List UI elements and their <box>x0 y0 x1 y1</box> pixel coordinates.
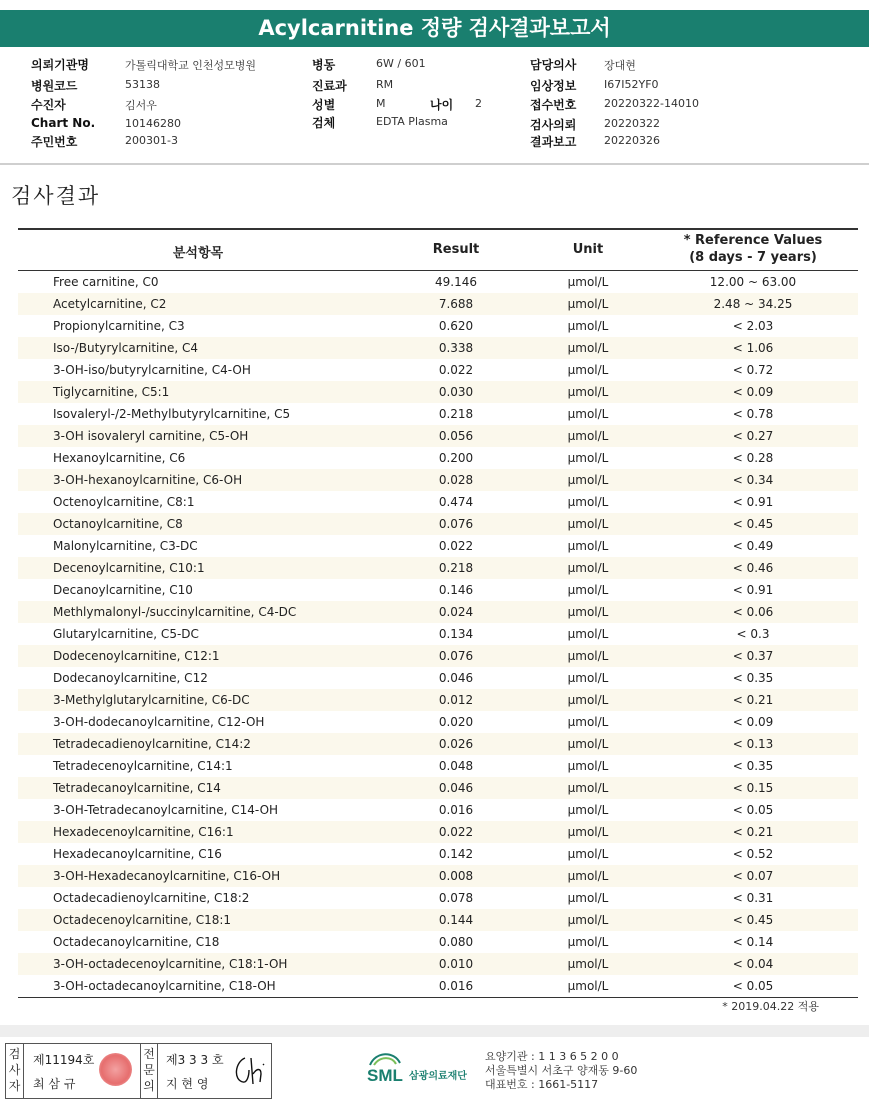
unit-value: µmol/L <box>567 781 609 795</box>
table-row <box>18 909 858 931</box>
result-value: 7.688 <box>438 297 474 311</box>
receipt-value: 20220322-14010 <box>604 97 699 110</box>
unit-value: µmol/L <box>567 363 609 377</box>
unit-value: µmol/L <box>567 935 609 949</box>
result-value: 0.026 <box>438 737 474 751</box>
chart-label: Chart No. <box>31 116 96 130</box>
results-table <box>18 228 858 998</box>
resid-label: 주민번호 <box>31 135 78 149</box>
result-value: 0.022 <box>438 825 474 839</box>
result-value: 0.218 <box>438 561 474 575</box>
analyte-name: Tetradecadienoylcarnitine, C14:2 <box>53 737 251 751</box>
analyte-name: 3-OH-iso/butyrylcarnitine, C4-OH <box>53 363 251 377</box>
table-row <box>18 733 858 755</box>
reference-value: < 0.27 <box>732 429 774 443</box>
org-line2: 서울특별시 서초구 양재동 9-60 <box>485 1064 638 1077</box>
analyte-name: Octadecanoylcarnitine, C18 <box>53 935 220 949</box>
reference-value: < 0.06 <box>732 605 774 619</box>
reference-value: < 0.04 <box>732 957 774 971</box>
chart-value: 10146280 <box>125 117 181 130</box>
header-name: 분석항목 <box>172 246 224 261</box>
tester-vertical-label: 검 사 자 <box>6 1044 24 1098</box>
result-value: 0.146 <box>438 583 474 597</box>
dept-label: 진료과 <box>312 79 347 93</box>
analyte-name: 3-Methylglutarylcarnitine, C6-DC <box>53 693 250 707</box>
table-row <box>18 315 858 337</box>
reference-value: < 0.28 <box>732 451 774 465</box>
reference-value: 12.00 ~ 63.00 <box>709 275 797 289</box>
analyte-name: 3-OH-Tetradecanoylcarnitine, C14-OH <box>53 803 279 817</box>
analyte-name: Iso-/Butyrylcarnitine, C4 <box>53 341 199 355</box>
clinical-value: I67I52YF0 <box>604 78 659 91</box>
unit-value: µmol/L <box>567 979 609 993</box>
analyte-name: Octenoylcarnitine, C8:1 <box>53 495 195 509</box>
unit-value: µmol/L <box>567 341 609 355</box>
age-label: 나이 <box>430 98 454 112</box>
sex-label: 성별 <box>312 98 336 112</box>
unit-value: µmol/L <box>567 407 609 421</box>
table-row <box>18 403 858 425</box>
table-row <box>18 865 858 887</box>
result-value: 0.142 <box>438 847 474 861</box>
unit-value: µmol/L <box>567 319 609 333</box>
sml-logo <box>366 1049 486 1089</box>
table-row <box>18 953 858 975</box>
reference-value: < 1.06 <box>732 341 774 355</box>
analyte-name: Isovaleryl-/2-Methylbutyrylcarnitine, C5 <box>53 407 291 421</box>
table-row <box>18 469 858 491</box>
table-row <box>18 601 858 623</box>
unit-value: µmol/L <box>567 561 609 575</box>
dept-value: RM <box>376 78 394 91</box>
unit-value: µmol/L <box>567 495 609 509</box>
analyte-name: 3-OH-dodecanoylcarnitine, C12-OH <box>53 715 265 729</box>
unit-value: µmol/L <box>567 847 609 861</box>
reference-value: < 0.91 <box>732 583 774 597</box>
result-value: 0.078 <box>438 891 474 905</box>
patient-value: 김서우 <box>125 99 157 112</box>
ward-label: 병동 <box>312 58 336 72</box>
report-title: Acylcarnitine 정량 검사결과보고서 <box>0 10 869 47</box>
table-row <box>18 843 858 865</box>
unit-value: µmol/L <box>567 693 609 707</box>
unit-value: µmol/L <box>567 605 609 619</box>
analyte-name: Glutarylcarnitine, C5-DC <box>53 627 199 641</box>
analyte-name: 3-OH-octadecanoylcarnitine, C18-OH <box>53 979 276 993</box>
signature-icon <box>231 1054 267 1088</box>
unit-value: µmol/L <box>567 737 609 751</box>
org-address <box>485 1050 637 1092</box>
unit-value: µmol/L <box>567 913 609 927</box>
table-row <box>18 975 858 997</box>
patient-info-block <box>0 52 869 164</box>
reference-value: < 0.05 <box>732 979 774 993</box>
analyte-name: Malonylcarnitine, C3-DC <box>53 539 198 553</box>
analyte-name: Acetylcarnitine, C2 <box>53 297 167 311</box>
analyte-name: Propionylcarnitine, C3 <box>53 319 185 333</box>
reference-value: < 0.3 <box>736 627 770 641</box>
result-value: 0.218 <box>438 407 474 421</box>
result-value: 0.020 <box>438 715 474 729</box>
reference-value: < 0.35 <box>732 671 774 685</box>
unit-value: µmol/L <box>567 715 609 729</box>
analyte-name: Octadecenoylcarnitine, C18:1 <box>53 913 232 927</box>
specimen-label: 검체 <box>312 116 336 130</box>
analyte-name: 3-OH-octadecenoylcarnitine, C18:1-OH <box>53 957 288 971</box>
footer-band <box>0 1025 869 1037</box>
table-row <box>18 689 858 711</box>
header-result: Result <box>432 242 480 257</box>
unit-value: µmol/L <box>567 583 609 597</box>
analyte-name: 3-OH-hexanoylcarnitine, C6-OH <box>53 473 243 487</box>
analyte-name: 3-OH isovaleryl carnitine, C5-OH <box>53 429 249 443</box>
reference-value: < 0.34 <box>732 473 774 487</box>
analyte-name: Free carnitine, C0 <box>53 275 159 289</box>
result-value: 0.134 <box>438 627 474 641</box>
request-value: 20220322 <box>604 117 660 130</box>
result-value: 49.146 <box>435 275 477 289</box>
results-rows <box>18 271 858 997</box>
reference-value: < 0.91 <box>732 495 774 509</box>
age-value: 2 <box>475 97 482 110</box>
result-value: 0.016 <box>438 979 474 993</box>
org-line1: 요양기관 : 1 1 3 6 5 2 0 0 <box>485 1050 619 1063</box>
unit-value: µmol/L <box>567 649 609 663</box>
table-row <box>18 579 858 601</box>
logo-text: SML <box>367 1066 403 1085</box>
reference-value: < 0.52 <box>732 847 774 861</box>
code-value: 53138 <box>125 78 160 91</box>
receipt-label: 접수번호 <box>530 98 577 112</box>
analyte-name: Octanoylcarnitine, C8 <box>53 517 183 531</box>
report-date-value: 20220326 <box>604 134 660 147</box>
unit-value: µmol/L <box>567 473 609 487</box>
reference-value: < 0.45 <box>732 913 774 927</box>
result-value: 0.046 <box>438 781 474 795</box>
result-value: 0.474 <box>438 495 474 509</box>
analyte-name: Tetradecanoylcarnitine, C14 <box>53 781 221 795</box>
result-value: 0.080 <box>438 935 474 949</box>
result-value: 0.012 <box>438 693 474 707</box>
reference-value: < 2.03 <box>732 319 774 333</box>
reference-value: < 0.21 <box>732 825 774 839</box>
table-row <box>18 337 858 359</box>
org-name: 삼광의료재단 <box>409 1071 467 1082</box>
analyte-name: Hexadecanoylcarnitine, C16 <box>53 847 222 861</box>
result-value: 0.338 <box>438 341 474 355</box>
table-row <box>18 645 858 667</box>
unit-value: µmol/L <box>567 957 609 971</box>
specialist-name: 지 현 영 <box>166 1077 209 1091</box>
result-value: 0.028 <box>438 473 474 487</box>
unit-value: µmol/L <box>567 275 609 289</box>
result-value: 0.022 <box>438 539 474 553</box>
analyte-name: Hexanoylcarnitine, C6 <box>53 451 186 465</box>
table-row <box>18 821 858 843</box>
reference-value: < 0.13 <box>732 737 774 751</box>
org-line3: 대표번호 : 1661-5117 <box>485 1078 599 1091</box>
table-row <box>18 381 858 403</box>
table-row <box>18 557 858 579</box>
reference-value: < 0.72 <box>732 363 774 377</box>
analyte-name: Tiglycarnitine, C5:1 <box>53 385 170 399</box>
analyte-name: Hexadecenoylcarnitine, C16:1 <box>53 825 234 839</box>
analyte-name: Methlymalonyl-/succinylcarnitine, C4-DC <box>53 605 297 619</box>
unit-value: µmol/L <box>567 385 609 399</box>
reference-value: < 0.15 <box>732 781 774 795</box>
unit-value: µmol/L <box>567 627 609 641</box>
table-row <box>18 777 858 799</box>
hospital-value: 가톨릭대학교 인천성모병원 <box>125 59 257 72</box>
table-row <box>18 931 858 953</box>
request-label: 검사의뢰 <box>530 118 577 132</box>
reference-value: < 0.49 <box>732 539 774 553</box>
specimen-value: EDTA Plasma <box>376 115 448 128</box>
result-value: 0.022 <box>438 363 474 377</box>
results-table-header <box>18 228 858 271</box>
analyte-name: Tetradecenoylcarnitine, C14:1 <box>53 759 233 773</box>
header-ref-line2: (8 days - 7 years) <box>689 250 817 265</box>
result-value: 0.024 <box>438 605 474 619</box>
result-value: 0.008 <box>438 869 474 883</box>
table-row <box>18 513 858 535</box>
specialist-number: 제3 3 3 호 <box>166 1053 224 1067</box>
analyte-name: Octadecadienoylcarnitine, C18:2 <box>53 891 250 905</box>
unit-value: µmol/L <box>567 517 609 531</box>
section-title: 검사결과 <box>11 184 101 208</box>
ward-value: 6W / 601 <box>376 57 426 70</box>
analyte-name: Dodecenoylcarnitine, C12:1 <box>53 649 220 663</box>
table-row <box>18 359 858 381</box>
analyte-name: Dodecanoylcarnitine, C12 <box>53 671 208 685</box>
unit-value: µmol/L <box>567 451 609 465</box>
table-row <box>18 271 858 293</box>
table-row <box>18 425 858 447</box>
reference-value: < 0.07 <box>732 869 774 883</box>
result-value: 0.056 <box>438 429 474 443</box>
reference-value: < 0.05 <box>732 803 774 817</box>
sml-logo-icon <box>366 1049 486 1089</box>
unit-value: µmol/L <box>567 429 609 443</box>
reference-value: < 0.35 <box>732 759 774 773</box>
reference-value: < 0.09 <box>732 385 774 399</box>
unit-value: µmol/L <box>567 825 609 839</box>
footnote: * 2019.04.22 적용 <box>722 1000 819 1013</box>
specialist-vertical-label: 전 문 의 <box>140 1044 158 1098</box>
header-ref-line1: * Reference Values <box>683 233 823 248</box>
unit-value: µmol/L <box>567 297 609 311</box>
result-value: 0.200 <box>438 451 474 465</box>
table-row <box>18 887 858 909</box>
unit-value: µmol/L <box>567 869 609 883</box>
reference-value: < 0.78 <box>732 407 774 421</box>
result-value: 0.010 <box>438 957 474 971</box>
table-row <box>18 667 858 689</box>
clinical-label: 임상정보 <box>530 79 577 93</box>
info-separator <box>0 163 869 165</box>
analyte-name: Decenoylcarnitine, C10:1 <box>53 561 205 575</box>
doctor-value: 장대현 <box>604 59 636 72</box>
header-unit: Unit <box>572 242 604 257</box>
reference-value: < 0.21 <box>732 693 774 707</box>
seal-stamp-icon <box>99 1053 132 1086</box>
tester-name: 최 삼 규 <box>33 1077 76 1091</box>
result-value: 0.076 <box>438 517 474 531</box>
reference-value: < 0.14 <box>732 935 774 949</box>
reference-value: < 0.31 <box>732 891 774 905</box>
unit-value: µmol/L <box>567 539 609 553</box>
report-date-label: 결과보고 <box>530 135 577 149</box>
result-value: 0.048 <box>438 759 474 773</box>
doctor-label: 담당의사 <box>530 58 577 72</box>
result-value: 0.030 <box>438 385 474 399</box>
table-row <box>18 447 858 469</box>
result-value: 0.016 <box>438 803 474 817</box>
code-label: 병원코드 <box>31 79 78 93</box>
result-value: 0.076 <box>438 649 474 663</box>
analyte-name: Decanoylcarnitine, C10 <box>53 583 193 597</box>
table-row <box>18 711 858 733</box>
unit-value: µmol/L <box>567 803 609 817</box>
reference-value: < 0.46 <box>732 561 774 575</box>
result-value: 0.144 <box>438 913 474 927</box>
patient-label: 수진자 <box>31 98 66 112</box>
table-row <box>18 535 858 557</box>
unit-value: µmol/L <box>567 891 609 905</box>
tester-number: 제11194호 <box>33 1053 95 1067</box>
resid-value: 200301-3 <box>125 134 178 147</box>
table-row <box>18 755 858 777</box>
table-row <box>18 799 858 821</box>
reference-value: 2.48 ~ 34.25 <box>713 297 793 311</box>
table-row <box>18 491 858 513</box>
table-row <box>18 623 858 645</box>
reference-value: < 0.09 <box>732 715 774 729</box>
reference-value: < 0.45 <box>732 517 774 531</box>
signature-box <box>5 1043 272 1099</box>
reference-value: < 0.37 <box>732 649 774 663</box>
result-value: 0.620 <box>438 319 474 333</box>
unit-value: µmol/L <box>567 759 609 773</box>
hospital-label: 의뢰기관명 <box>31 58 89 72</box>
unit-value: µmol/L <box>567 671 609 685</box>
table-row <box>18 293 858 315</box>
sex-value: M <box>376 97 386 110</box>
analyte-name: 3-OH-Hexadecanoylcarnitine, C16-OH <box>53 869 281 883</box>
result-value: 0.046 <box>438 671 474 685</box>
